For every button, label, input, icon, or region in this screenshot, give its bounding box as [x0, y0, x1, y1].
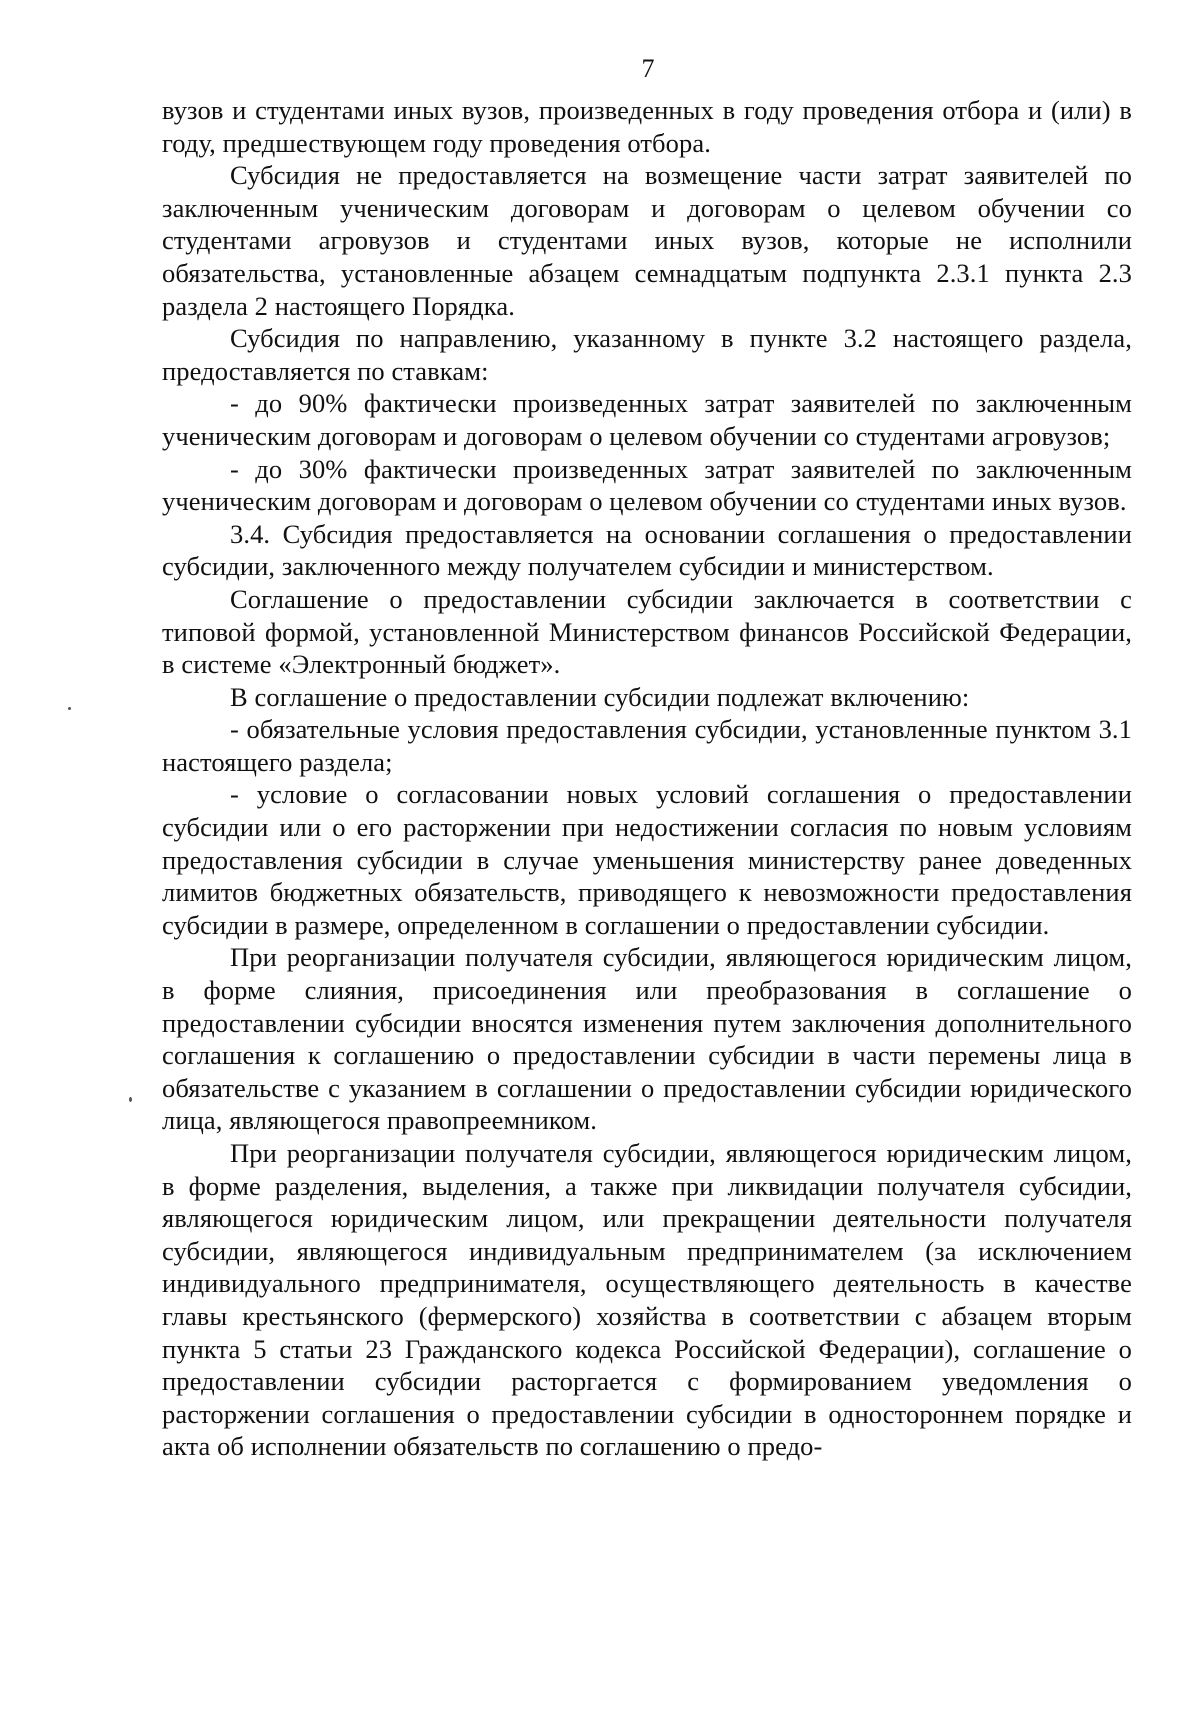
list-item-rate-90: - до 90% фактически произведенных затрат заявителей по заключенным ученическим договорам и договорам о целевом обучении со студентами агровузов;: [162, 388, 1132, 451]
scan-speck: [68, 707, 71, 710]
document-body: [162, 94, 1132, 1463]
paragraph-agreement-contents: В соглашение о предоставлении субсидии подлежат включению:: [230, 681, 970, 712]
paragraph-subsidy-rates: Субсидия по направлению, указанному в пункте 3.2 настоящего раздела, предоставляется по ставкам:: [162, 323, 1132, 386]
list-item-rate-30: - до 30% фактически произведенных затрат заявителей по заключенным ученическим договорам и договорам о целевом обучении со студентами иных вузов.: [162, 453, 1132, 517]
paragraph-section-3-4: 3.4. Субсидия предоставляется на основании соглашения о предоставлении субсидии, заключенного между получателем субсидии и министерством.: [162, 518, 1132, 582]
list-item-mandatory-conditions: - обязательные условия предоставления субсидии, установленные пунктом 3.1 настоящего раздела;: [162, 714, 1132, 777]
page-number: 7: [641, 54, 655, 83]
paragraph-agreement-form: Соглашение о предоставлении субсидии заключается в соответствии с типовой формой, установленной Министерством финансов Российской Федерации, в системе «Электронный бюджет».: [162, 583, 1132, 680]
paragraph-continuation: вузов и студентами иных вузов, произведенных в году проведения отбора и (или) в году, предшествующем году проведения отбора.: [162, 95, 1132, 158]
scan-speck: [129, 1097, 132, 1102]
list-item-new-conditions: - условие о согласовании новых условий соглашения о предоставлении субсидии или о его расторжении при недостижении согласия по новым условиям предоставления субсидии в случае уменьшения министерству ранее доведенных лимитов бюджетных обязательств, приводящего к невозможности предоставления субсидии в размере, определенном в соглашении о предоставлении субсидии.: [162, 779, 1132, 940]
paragraph-reorganization-division: При реорганизации получателя субсидии, являющегося юридическим лицом, в форме разделения, выделения, а также при ликвидации получателя субсидии, являющегося юридическим лицом, или прекращении деятельности получателя субсидии, являющегося индивидуальным предпринимателем (за исключением индивидуального предпринимателя, осуществляющего деятельность в качестве главы крестьянского (фермерского) хозяйства в соответствии с абзацем вторым пункта 5 статьи 23 Гражданского кодекса Российской Федерации), соглашение о предоставлении субсидии расторгается с формированием уведомления о расторжении соглашения о предоставлении субсидии в одностороннем порядке и акта об исполнении обязательств по соглашению о предо-: [162, 1138, 1132, 1462]
paragraph-reorganization-merger: При реорганизации получателя субсидии, являющегося юридическим лицом, в форме слияния, присоединения или преобразования в соглашение о предоставлении субсидии вносятся изменения путем заключения дополнительного соглашения к соглашению о предоставлении субсидии в части перемены лица в обязательстве с указанием в соглашении о предоставлении субсидии юридического лица, являющегося правопреемником.: [162, 942, 1132, 1136]
paragraph-subsidy-not-provided: Субсидия не предоставляется на возмещение части затрат заявителей по заключенным ученическим договорам и договорам о целевом обучении со студентами агровузов и студентами иных вузов, которые не исполнили обязательства, установленные абзацем семнадцатым подпункта 2.3.1 пункта 2.3 раздела 2 настоящего Порядка.: [162, 160, 1132, 321]
